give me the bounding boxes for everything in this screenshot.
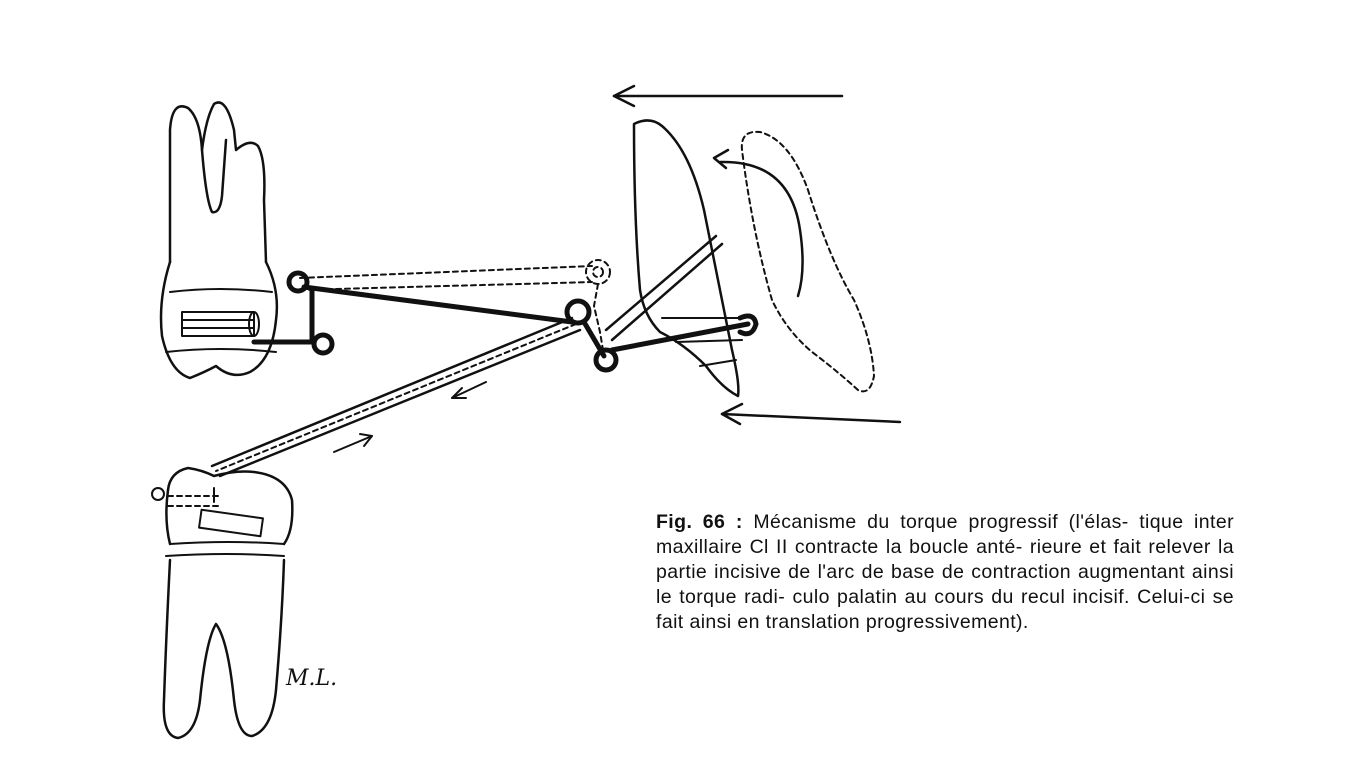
caption-line: culo palatin au cours du recul incisif. Celui-ci se fait [656, 586, 1234, 633]
caption-line: tique inter maxillaire Cl II contracte la boucle anté- [656, 511, 1234, 558]
figure-label: Fig. 66 : [656, 511, 743, 533]
caption-line: Mécanisme du torque progressif (l'élas- [753, 511, 1129, 533]
archwire [254, 273, 756, 370]
caption-line: base de contraction augmentant ainsi le torque radi- [656, 561, 1234, 608]
translation-arrow-top [614, 86, 842, 106]
lower-molar-illustration [152, 468, 292, 738]
upper-molar-illustration [161, 102, 277, 378]
illustrator-signature: M.L. [286, 666, 338, 691]
rotation-arrow [714, 150, 803, 296]
caption-line: ainsi en translation progressivement). [689, 611, 1029, 633]
figure-caption [656, 510, 1234, 635]
caption-line: rieure et fait relever la partie incisive de l'arc de [656, 536, 1234, 583]
translation-arrow-bottom [722, 404, 900, 424]
